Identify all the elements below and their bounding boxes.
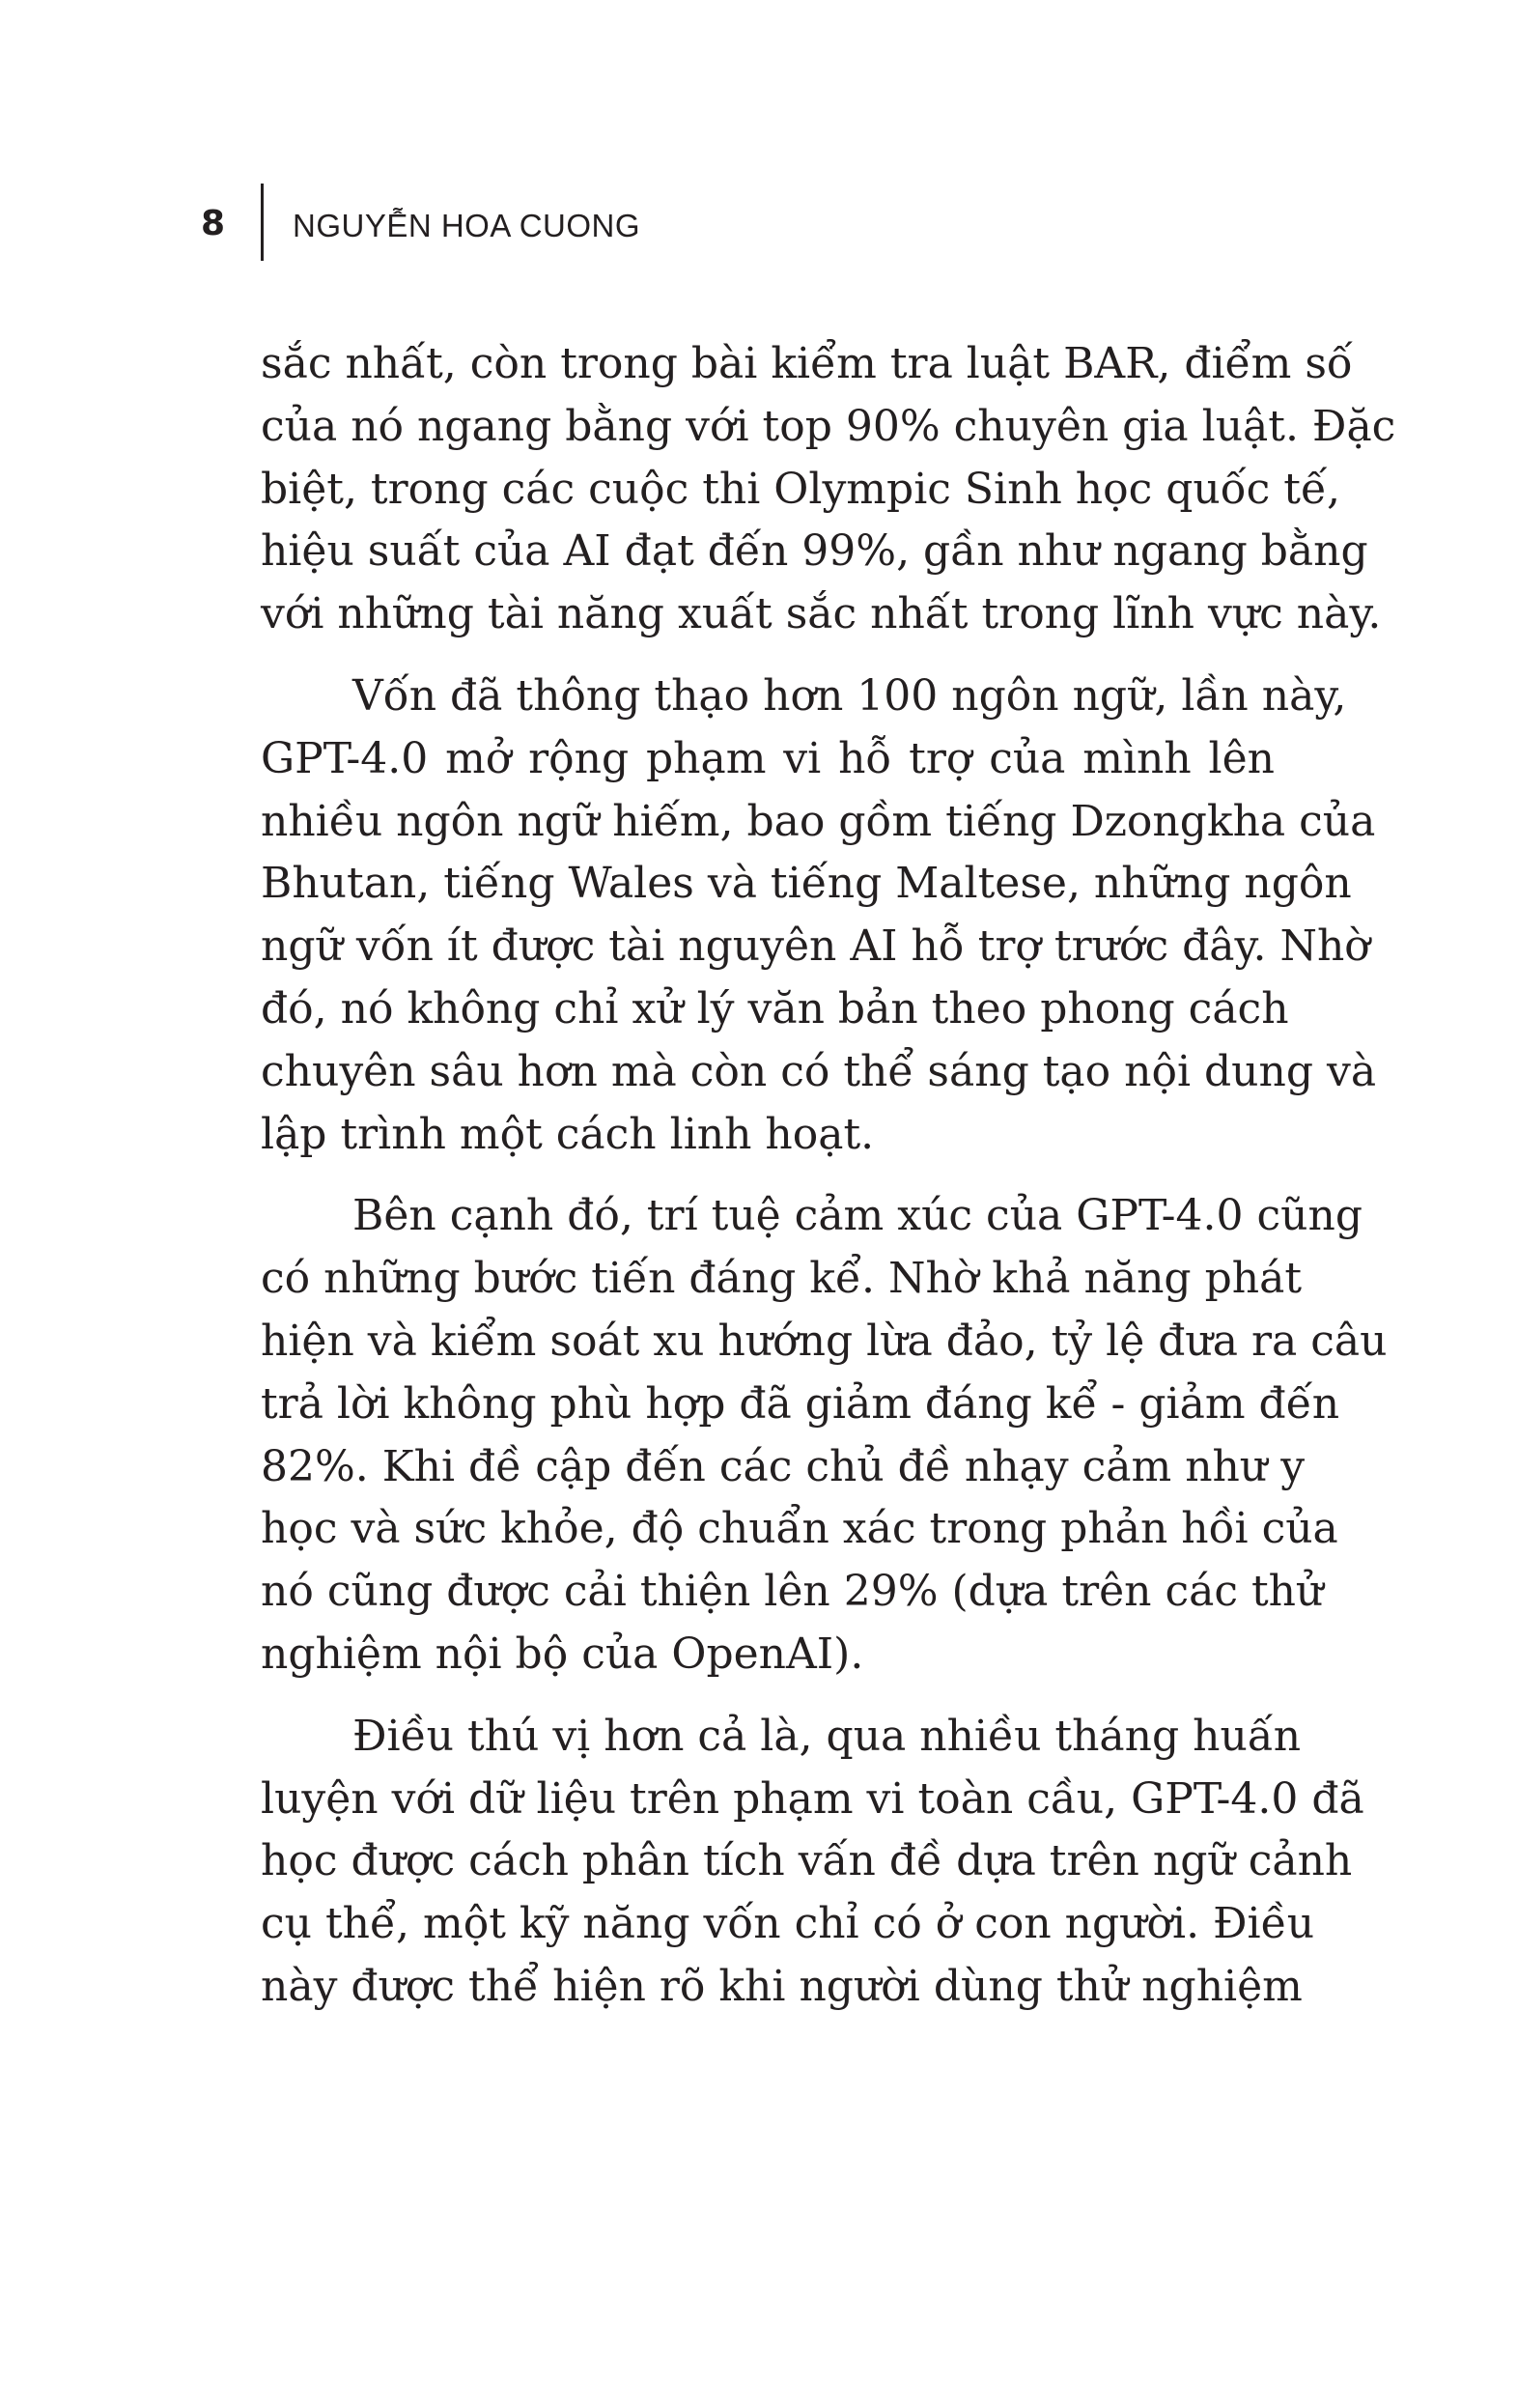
text-line: học được cách phân tích vấn đề dựa trên ngữ cảnh <box>261 1836 1353 1886</box>
paragraph <box>261 1185 1388 1686</box>
text-line: nó cũng được cải thiện lên 29% (dựa trên các thử <box>261 1567 1324 1617</box>
text-line: hiệu suất của AI đạt đến 99%, gần như ngang bằng <box>261 526 1368 577</box>
paragraph <box>261 333 1396 646</box>
text-line: có những bước tiến đáng kể. Nhờ khả năng phát <box>261 1254 1302 1304</box>
paragraph-gap <box>261 646 1275 666</box>
text-line: đó, nó không chỉ xử lý văn bản theo phong cách <box>261 983 1289 1034</box>
text-line: Bhutan, tiếng Wales và tiếng Maltese, những ngôn <box>261 859 1352 909</box>
text-line: Bên cạnh đó, trí tuệ cảm xúc của GPT-4.0 cũng <box>352 1191 1362 1241</box>
text-line: GPT-4.0 mở rộng phạm vi hỗ trợ của mình lên <box>261 733 1275 783</box>
text-line: trả lời không phù hợp đã giảm đáng kể - giảm đến <box>261 1378 1340 1429</box>
text-line: học và sức khỏe, độ chuẩn xác trong phản hồi của <box>261 1504 1338 1554</box>
author-name: NGUYỄN HOA CUONG <box>293 208 641 243</box>
text-line: Điều thú vị hơn cả là, qua nhiều tháng huấn <box>352 1711 1302 1761</box>
body-text <box>261 333 1396 2019</box>
text-line: Vốn đã thông thạo hơn 100 ngôn ngữ, lần này, <box>352 670 1347 721</box>
paragraph-gap <box>261 1686 1275 1706</box>
text-line: của nó ngang bằng với top 90% chuyên gia luật. Đặc <box>261 401 1396 451</box>
header-divider <box>261 184 264 261</box>
text-line: 82%. Khi đề cập đến các chủ đề nhạy cảm như y <box>261 1441 1306 1491</box>
text-line: luyện với dữ liệu trên phạm vi toàn cầu, GPT-4.0 đã <box>261 1773 1364 1824</box>
paragraph-gap <box>261 1166 1275 1185</box>
text-line: biệt, trong các cuộc thi Olympic Sinh học quốc tế, <box>261 464 1341 514</box>
page-number: 8 <box>201 204 226 243</box>
text-line: hiện và kiểm soát xu hướng lừa đảo, tỷ lệ đưa ra câu <box>261 1316 1388 1366</box>
paragraph <box>261 1706 1364 2019</box>
text-line: nghiệm nội bộ của OpenAI). <box>261 1629 864 1679</box>
text-line: cụ thể, một kỹ năng vốn chỉ có ở con người. Điều <box>261 1899 1315 1949</box>
text-line: này được thể hiện rõ khi người dùng thử nghiệm <box>261 1961 1303 2011</box>
text-line: ngữ vốn ít được tài nguyên AI hỗ trợ trước đây. Nhờ <box>261 921 1370 972</box>
text-line: với những tài năng xuất sắc nhất trong lĩnh vực này. <box>261 589 1382 639</box>
paragraph <box>261 666 1377 1166</box>
text-line: nhiều ngôn ngữ hiếm, bao gồm tiếng Dzongkha của <box>261 796 1376 846</box>
running-head <box>0 184 1517 261</box>
text-line: lập trình một cách linh hoạt. <box>261 1109 875 1159</box>
text-line: sắc nhất, còn trong bài kiểm tra luật BAR, điểm số <box>261 339 1353 388</box>
text-line: chuyên sâu hơn mà còn có thể sáng tạo nội dung và <box>261 1046 1377 1096</box>
